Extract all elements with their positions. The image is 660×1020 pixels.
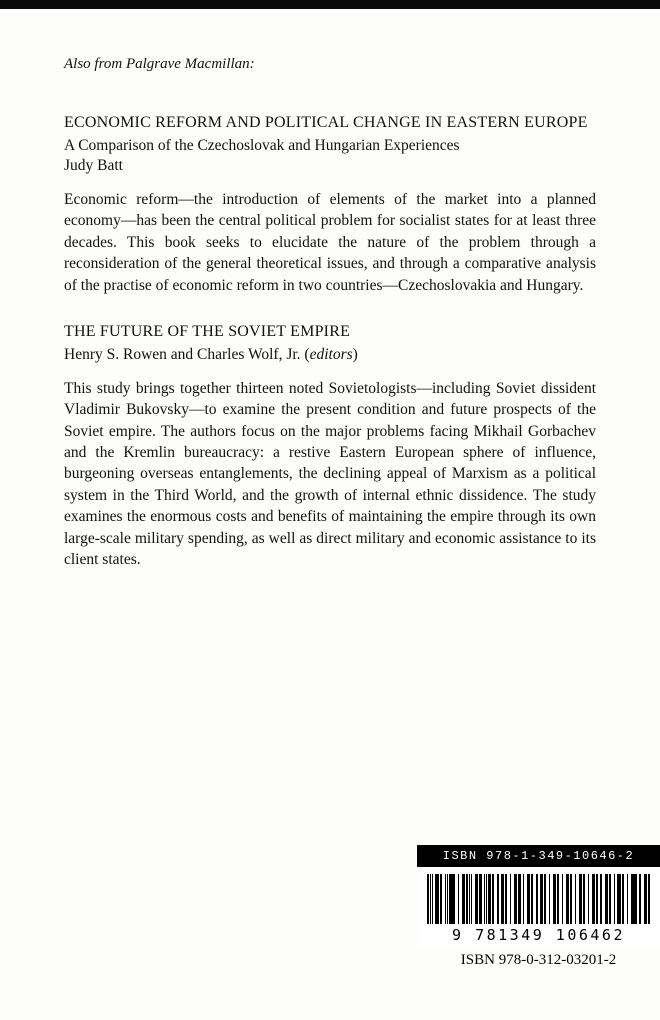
book-2-editors-label: editors bbox=[309, 345, 353, 363]
barcode-bars bbox=[427, 874, 650, 924]
book-1-title: ECONOMIC REFORM AND POLITICAL CHANGE IN EASTERN EUROPE bbox=[64, 114, 588, 131]
book-2-author-close: ) bbox=[352, 345, 358, 363]
book-2-description: This study brings together thirteen noted Sovietologists—including Soviet dissident Vladimir Bukovsky—to examine the present condition and future prospects of the Soviet empire. The authors focus on the major problems facing Mikhail Gorbachev and the Kremlin bureaucracy: a restive Eastern European sphere of influence, burgeoning overseas entanglements, the declining appeal of Marxism as a political system in the Third World, and the growth of internal ethnic dissidence. The study examines the enormous costs and benefits of maintaining the empire through its own large-scale military spending, as well as direct military and economic assistance to its client states. bbox=[64, 379, 596, 568]
isbn-bottom-label: ISBN 978-0-312-03201-2 bbox=[460, 952, 617, 968]
book-1-description: Economic reform—the introduction of elements of the market into a planned economy—has been the central political problem for socialist states for at least three decades. This book seeks to elucidate the nature of the problem through a reconsideration of the general theoretical issues, and through a comparative analysis of the practise of economic reform in two countries—Czechoslovakia and Hungary. bbox=[64, 191, 596, 294]
book-2-title: THE FUTURE OF THE SOVIET EMPIRE bbox=[64, 322, 351, 340]
publisher-intro: Also from Palgrave Macmillan: bbox=[64, 56, 255, 72]
barcode-digits: 9 781349 106462 bbox=[452, 926, 625, 944]
isbn-barcode-block bbox=[417, 845, 660, 969]
barcode-panel bbox=[417, 867, 660, 948]
book-1-author: Judy Batt bbox=[64, 156, 123, 174]
page-top-edge bbox=[0, 0, 660, 9]
book-listing-1 bbox=[64, 113, 596, 296]
book-listing-2 bbox=[64, 322, 596, 570]
isbn-top-label: ISBN 978-1-349-10646-2 bbox=[417, 845, 660, 867]
cover-text-block bbox=[64, 56, 596, 596]
book-1-subtitle: A Comparison of the Czechoslovak and Hungarian Experiences bbox=[64, 136, 460, 154]
book-2-author bbox=[64, 345, 596, 365]
book-2-author-names: Henry S. Rowen and Charles Wolf, Jr. ( bbox=[64, 345, 310, 363]
